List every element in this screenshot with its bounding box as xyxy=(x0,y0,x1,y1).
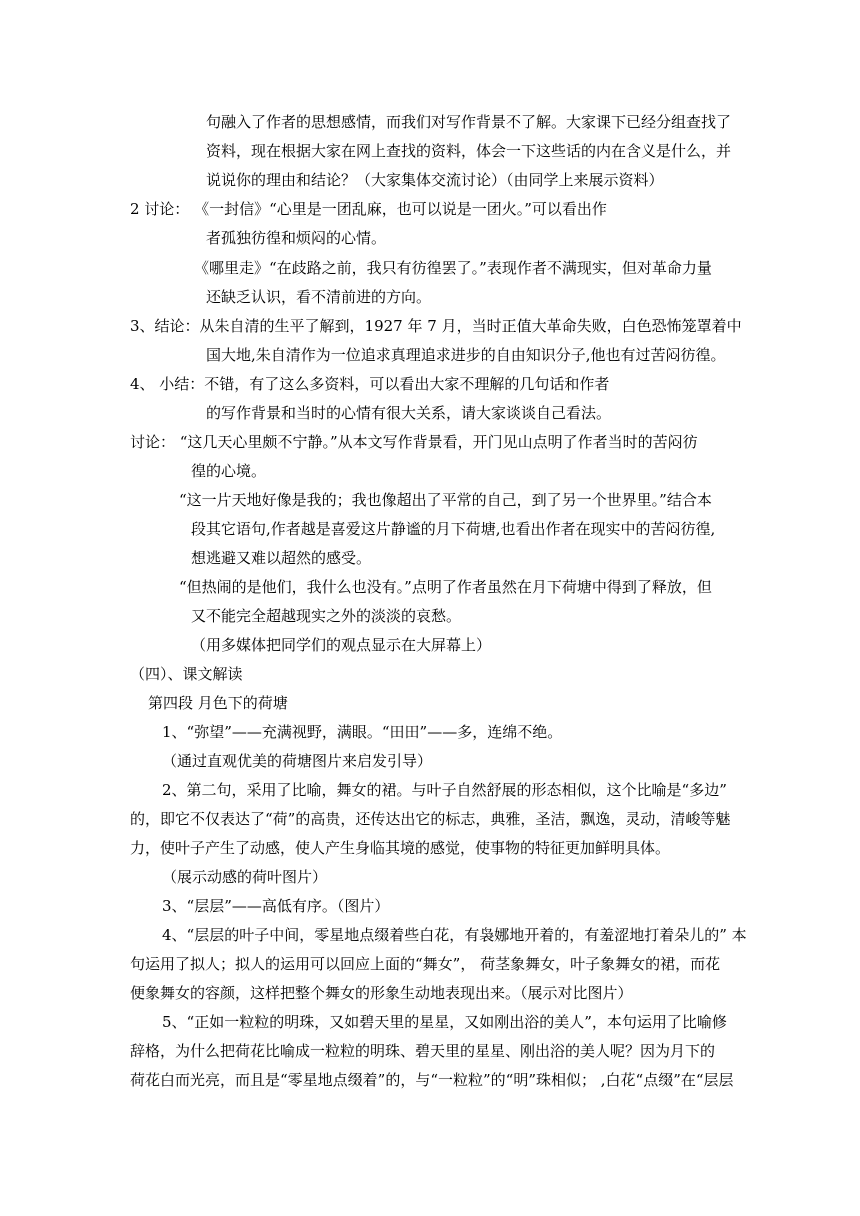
text-line: 的写作背景和当时的心情有很大关系，请大家谈谈自己看法。 xyxy=(206,404,612,422)
text-line: “这一片天地好像是我的；我也像超出了平常的自己，到了另一个世界里。”结合本 xyxy=(179,491,712,509)
text-line: 说说你的理由和结论？（大家集体交流讨论）（由同学上来展示资料） xyxy=(206,171,664,189)
text-line: 段其它语句,作者越是喜爱这片静谧的月下荷塘,也看出作者在现实中的苦闷彷徨, xyxy=(191,520,716,538)
text-line: 3、结论：从朱自清的生平了解到，1927 年 7 月，当时正值大革命失败，白色恐怖笼罩着中 xyxy=(130,317,742,335)
text-line: （展示动感的荷叶图片） xyxy=(162,868,328,886)
text-line: 力，使叶子产生了动感，使人产生身临其境的感觉，使事物的特征更加鲜明具体。 xyxy=(130,839,671,857)
text-line: 徨的心境。 xyxy=(191,462,267,480)
text-line: 5、“正如一粒粒的明珠，又如碧天里的星星，又如刚出浴的美人”，本句运用了比喻修 xyxy=(162,1013,727,1031)
text-line: 国大地,朱自清作为一位追求真理追求进步的自由知识分子,他也有过苦闷彷徨。 xyxy=(206,346,726,364)
section-heading: （四）、课文解读 xyxy=(130,665,243,683)
text-line: （通过直观优美的荷塘图片来启发引导） xyxy=(162,752,433,770)
text-line: 便象舞女的容颜，这样把整个舞女的形象生动地表现出来。（展示对比图片） xyxy=(130,984,633,1002)
text-line: 2、第二句，采用了比喻，舞女的裙。与叶子自然舒展的形态相似，这个比喻是“多边” xyxy=(162,781,727,799)
text-line: 3、“层层”——高低有序。（图片） xyxy=(162,897,390,915)
text-line: “但热闹的是他们，我什么也没有。”点明了作者虽然在月下荷塘中得到了释放，但 xyxy=(179,578,712,596)
text-line: 想逃避又难以超然的感受。 xyxy=(191,549,372,567)
text-line: 又不能完全超越现实之外的淡淡的哀愁。 xyxy=(191,607,462,625)
subsection-heading: 第四段 月色下的荷塘 xyxy=(148,694,288,712)
text-line: 4、“层层的叶子中间，零星地点缀着些白花，有袅娜地开着的，有羞涩地打着朵儿的” 本 xyxy=(162,926,747,944)
text-line: 句运用了拟人；拟人的运用可以回应上面的“舞女”， 荷茎象舞女，叶子象舞女的裙，而花 xyxy=(130,955,721,973)
text-line: 资料，现在根据大家在网上查找的资料，体会一下这些话的内在含义是什么，并 xyxy=(206,142,732,160)
text-line: （用多媒体把同学们的观点显示在大屏幕上） xyxy=(191,636,492,654)
text-line: 还缺乏认识，看不清前进的方向。 xyxy=(206,288,432,306)
text-line: 2 讨论： 《一封信》“心里是一团乱麻，也可以说是一团火。”可以看出作 xyxy=(130,200,607,218)
text-line: 1、“弥望”——充满视野，满眼。“田田”——多，连绵不绝。 xyxy=(162,723,563,741)
text-line: 荷花白而光亮，而且是“零星地点缀着”的，与“一粒粒”的“明”珠相似； ,白花“点缀”在“层层 xyxy=(130,1071,734,1089)
text-line: 讨论： “这几天心里颇不宁静。”从本文写作背景看，开门见山点明了作者当时的苦闷彷 xyxy=(130,433,698,451)
text-line: 4、 小结：不错，有了这么多资料，可以看出大家不理解的几句话和作者 xyxy=(130,375,610,393)
text-line: 句融入了作者的思想感情，而我们对写作背景不了解。大家课下已经分组查找了 xyxy=(206,113,732,131)
text-line: 的，即它不仅表达了“荷”的高贵，还传达出它的标志，典雅，圣洁，飘逸，灵动，清峻等魅 xyxy=(130,810,731,828)
text-line: 《哪里走》“在歧路之前，我只有彷徨罢了。”表现作者不满现实，但对革命力量 xyxy=(194,259,712,277)
text-line: 者孤独彷徨和烦闷的心情。 xyxy=(206,229,387,247)
text-line: 辞格，为什么把荷花比喻成一粒粒的明珠、碧天里的星星、刚出浴的美人呢？因为月下的 xyxy=(130,1042,716,1060)
